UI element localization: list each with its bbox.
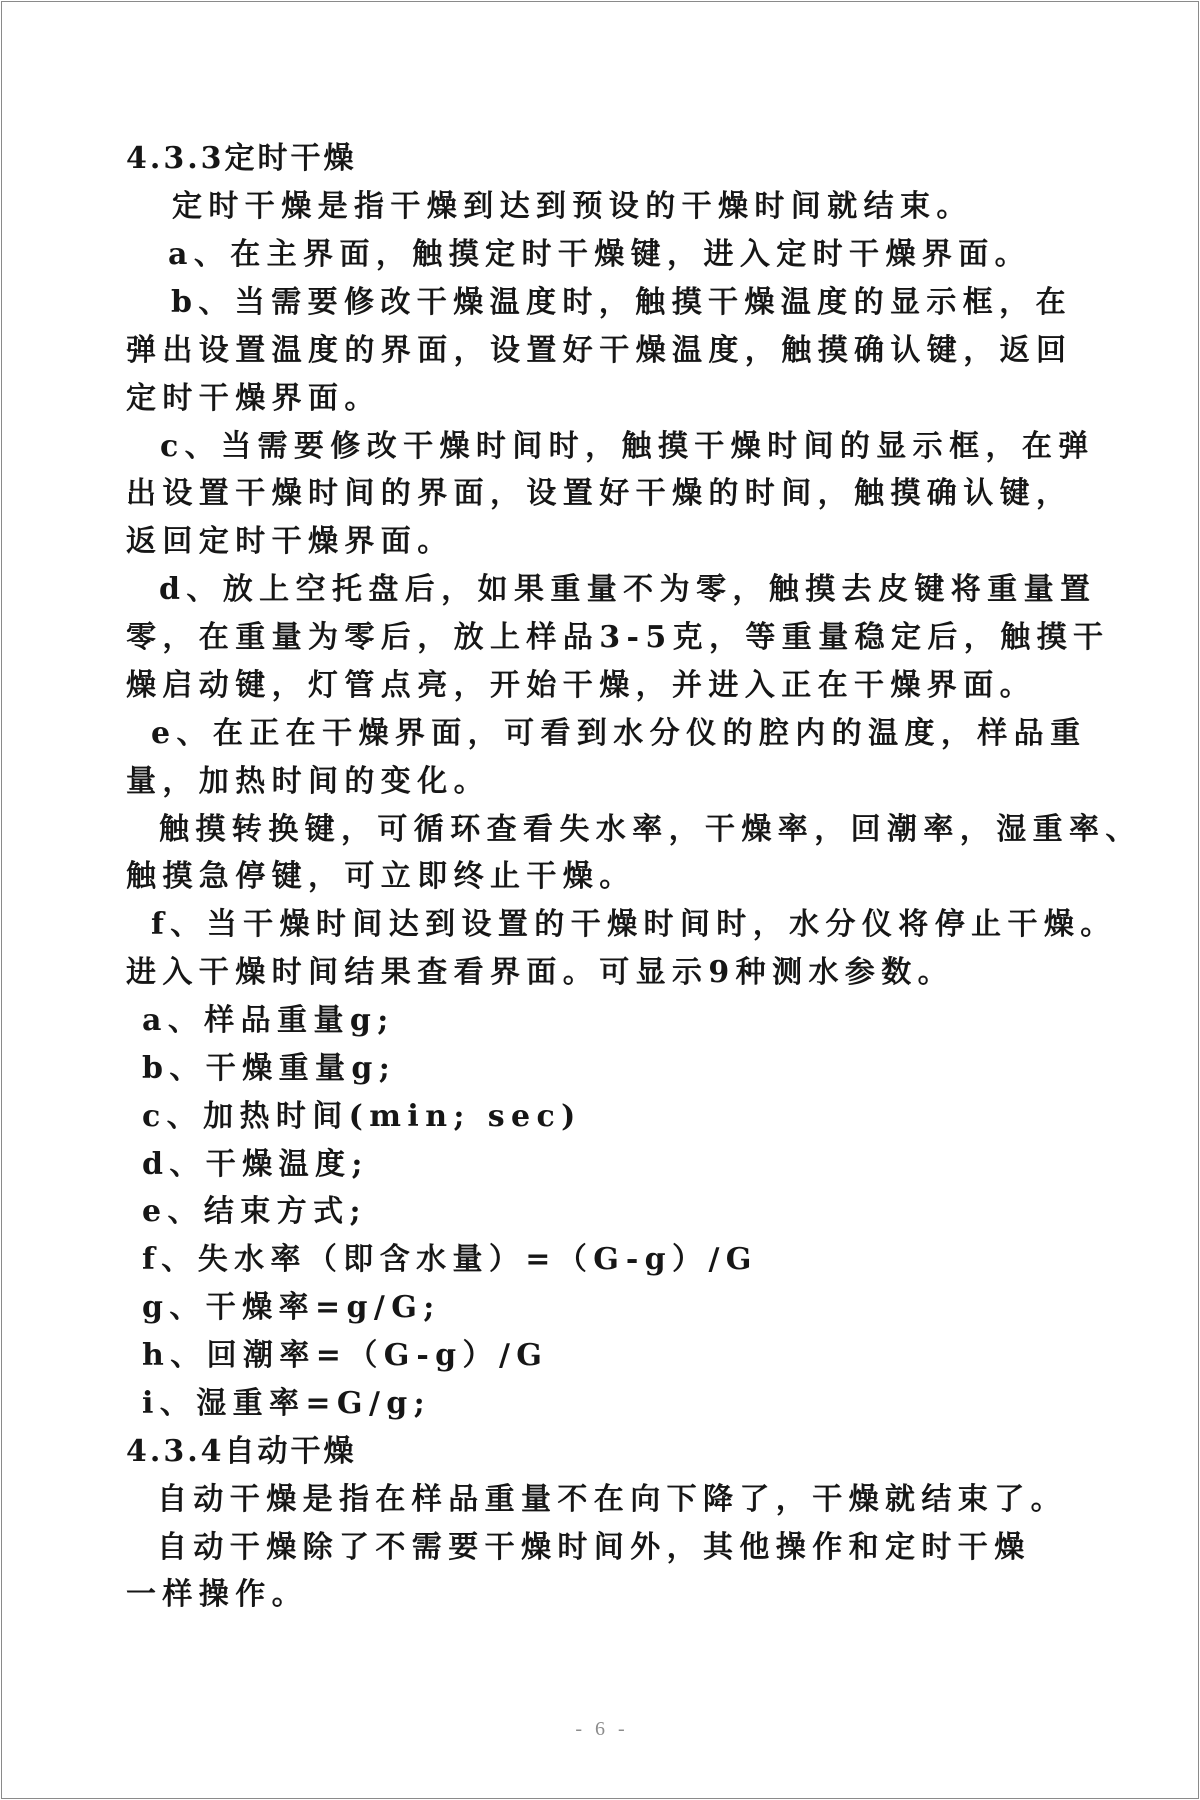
paragraph-line: 触摸转换键，可循环查看失水率，干燥率，回潮率，湿重率、 xyxy=(159,812,1142,847)
paragraph-line: 进入干燥时间结果查看界面。可显示9种测水参数。 xyxy=(126,955,955,990)
paragraph-line: 触摸急停键，可立即终止干燥。 xyxy=(126,859,636,894)
paragraph-line: 一样操作。 xyxy=(126,1577,308,1612)
parameter-list-item: e、结束方式; xyxy=(142,1194,367,1229)
paragraph-line: e、在正在干燥界面，可看到水分仪的腔内的温度，样品重 xyxy=(151,716,1087,751)
paragraph-line: d、放上空托盘后，如果重量不为零，触摸去皮键将重量置 xyxy=(159,572,1097,607)
paragraph-line: 燥启动键，灯管点亮，开始干燥，并进入正在干燥界面。 xyxy=(126,668,1036,703)
paragraph-line: 零，在重量为零后，放上样品3-5克，等重量稳定后，触摸干 xyxy=(126,620,1110,655)
section-heading-4-3-4: 4.3.4自动干燥 xyxy=(126,1434,357,1469)
paragraph-line: f、当干燥时间达到设置的干燥时间时，水分仪将停止干燥。 xyxy=(151,907,1117,942)
document-page xyxy=(1,1,1199,1799)
paragraph-line: 定时干燥界面。 xyxy=(126,381,381,416)
paragraph-line: 量，加热时间的变化。 xyxy=(126,764,490,799)
paragraph-line: 自动干燥是指在样品重量不在向下降了，干燥就结束了。 xyxy=(157,1482,1067,1517)
parameter-list-item: h、回潮率=（G-g）/G xyxy=(142,1338,549,1373)
paragraph-line: 弹出设置温度的界面，设置好干燥温度，触摸确认键，返回 xyxy=(126,333,1073,368)
parameter-list-item: a、样品重量g; xyxy=(142,1003,395,1038)
parameter-list-item: c、加热时间(min; sec) xyxy=(142,1099,582,1134)
section-heading-4-3-3: 4.3.3定时干燥 xyxy=(126,141,357,176)
paragraph-line: 返回定时干燥界面。 xyxy=(126,524,454,559)
parameter-list-item: b、干燥重量g; xyxy=(142,1051,397,1086)
paragraph-line: c、当需要修改干燥时间时，触摸干燥时间的显示框，在弹 xyxy=(160,429,1095,464)
paragraph-line: 自动干燥除了不需要干燥时间外，其他操作和定时干燥 xyxy=(157,1530,1031,1565)
parameter-list-item: d、干燥温度; xyxy=(142,1147,369,1182)
page-number: - 6 - xyxy=(575,1718,629,1740)
paragraph-line: 出设置干燥时间的界面，设置好干燥的时间，触摸确认键， xyxy=(126,476,1073,511)
paragraph-line: 定时干燥是指干燥到达到预设的干燥时间就结束。 xyxy=(172,189,973,224)
parameter-list-item: f、失水率（即含水量）=（G-g）/G xyxy=(142,1242,758,1277)
paragraph-line: a、在主界面，触摸定时干燥键，进入定时干燥界面。 xyxy=(168,237,1032,272)
parameter-list-item: i、湿重率=G/g; xyxy=(142,1386,432,1421)
paragraph-line: b、当需要修改干燥温度时，触摸干燥温度的显示框，在 xyxy=(171,285,1072,320)
parameter-list-item: g、干燥率=g/G; xyxy=(142,1290,441,1325)
